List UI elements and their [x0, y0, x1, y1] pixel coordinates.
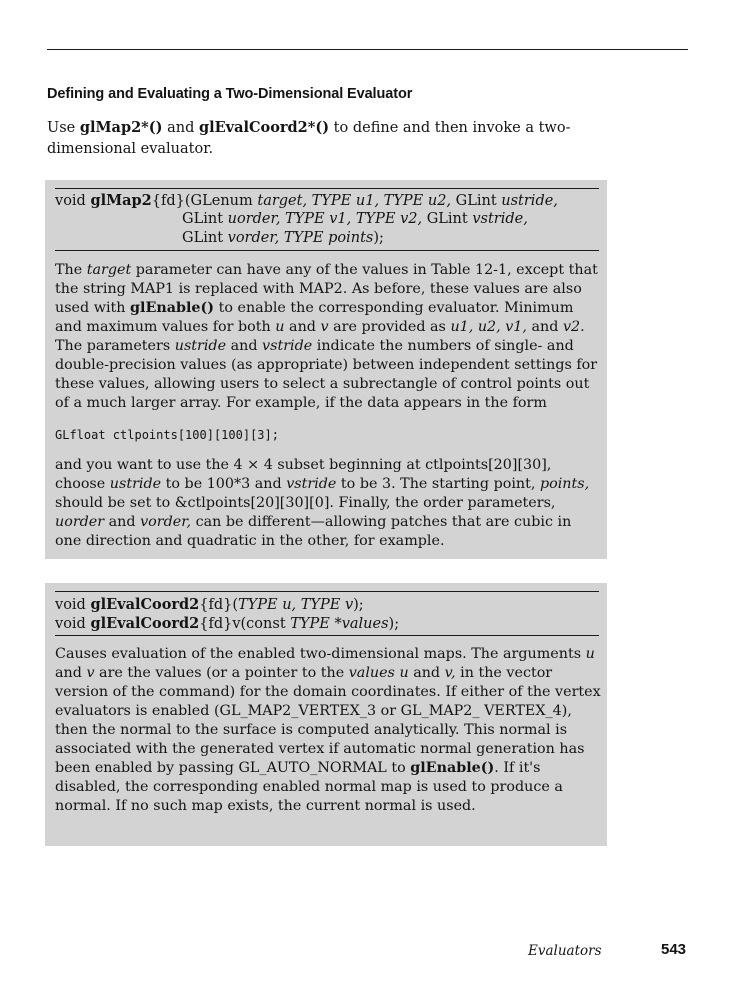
section-heading: Defining and Evaluating a Two-Dimensional Evaluator — [47, 86, 413, 102]
glmap2-prototype-line-3: GLint vorder, TYPE points); — [182, 230, 384, 246]
glmap2-description: The target parameter can have any of the values in Table 12-1, except that the string MAP1 is replaced with MAP2. As before, these values are also used with glEnable() to enable the corresponding evaluator. Minimum and maximum values for both u and v are provided as u1, u2, v1, and v2. The parameters ustride and vstride indicate the numbers of single- and double-precision values (as appropriate) between independent settings for these values, allowing users to select a subrectangle of control points out of a much larger array. For example, if the data appears in the form — [55, 262, 598, 411]
glevalcoord2-reference-box — [45, 583, 607, 846]
code-sample: GLfloat ctlpoints[100][100][3]; — [55, 428, 279, 442]
glevalcoord2-prototype-line-2: void glEvalCoord2{fd}v(const TYPE *values); — [55, 615, 400, 632]
glmap2-description-continued: and you want to use the 4 × 4 subset beginning at ctlpoints[20][30], choose ustride to be 100*3 and vstride to be 3. The starting point, points, should be set to &ctlpoints[20][30][0]. Finally, the order parameters, uorder and vorder, can be different—allowing patches that are cubic in one direction and quadratic in the other, for example. — [55, 457, 590, 549]
top-rule — [47, 49, 688, 50]
glmap2-prototype-line-1: void glMap2{fd}(GLenum target, TYPE u1, TYPE u2, GLint ustride, — [55, 192, 558, 209]
fn-glmap2: glMap2*() — [79, 119, 163, 136]
glmap2-prototype-line-2: GLint uorder, TYPE v1, TYPE v2, GLint vstride, — [182, 211, 528, 227]
prototype-top-rule — [55, 591, 599, 592]
running-footer-section: Evaluators — [528, 943, 602, 959]
glevalcoord2-prototype-line-1: void glEvalCoord2{fd}(TYPE u, TYPE v); — [55, 596, 364, 613]
glmap2-reference-box — [45, 180, 607, 559]
intro-paragraph: Use glMap2*() and glEvalCoord2*() to define and then invoke a two-dimensional evaluator. — [47, 119, 571, 157]
prototype-top-rule — [55, 188, 599, 189]
prototype-bottom-rule — [55, 635, 599, 636]
page-number: 543 — [661, 941, 687, 958]
prototype-bottom-rule — [55, 250, 599, 251]
glevalcoord2-description: Causes evaluation of the enabled two-dimensional maps. The arguments u and v are the values (or a pointer to the values u and v, in the vector version of the command) for the domain coordinates. If either of the vertex evaluators is enabled (GL_MAP2_VERTEX_3 or GL_MAP2_ VERTEX_4), then the normal to the surface is computed analytically. This normal is associated with the generated vertex if automatic normal generation has been enabled by passing GL_AUTO_NORMAL to glEnable(). If it's disabled, the corresponding enabled normal map is used to produce a normal. If no such map exists, the current normal is used. — [55, 646, 601, 814]
fn-glevalcoord2: glEvalCoord2*() — [198, 119, 330, 136]
